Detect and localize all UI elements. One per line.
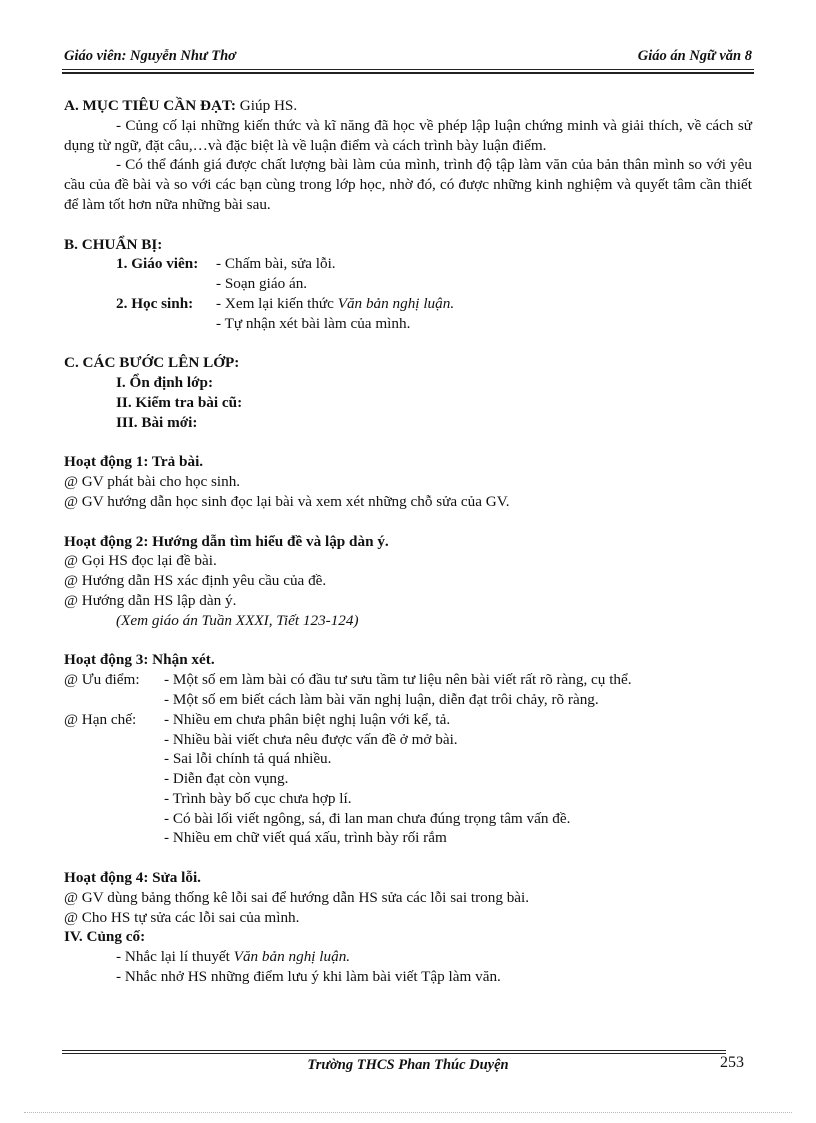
strength-item: - Một số em biết cách làm bài văn nghị luận, diễn đạt trôi chảy, rõ ràng. xyxy=(164,690,599,708)
weaknesses-label: @ Hạn chế: xyxy=(64,710,137,728)
activity-2-title: Hoạt động 2: Hướng dẫn tìm hiểu đề và lập dàn ý. xyxy=(64,532,389,550)
lesson-content xyxy=(64,96,752,987)
prep-teacher-item: - Chấm bài, sửa lỗi. xyxy=(216,255,336,273)
section-b-title: B. CHUẨN BỊ: xyxy=(64,235,163,253)
activity-line: @ GV hướng dẫn học sinh đọc lại bài và xem xét những chỗ sửa của GV. xyxy=(64,492,510,510)
strengths-label: @ Ưu điểm: xyxy=(64,671,140,689)
objective-1: - Củng cố lại những kiến thức và kĩ năng đã học về phép lập luận chứng minh và giải thích, về cách sử dụng từ ngữ, đặt câu,…và đặc biệt là về luận điểm và cách trình bày luận điểm. xyxy=(64,116,752,154)
consolidation-title: IV. Củng cố: xyxy=(64,928,146,946)
section-a-title: A. MỤC TIÊU CẦN ĐẠT: xyxy=(64,97,236,114)
prep-student xyxy=(64,294,752,314)
activity-line: @ Gọi HS đọc lại đề bài. xyxy=(64,552,217,570)
section-a-tail: Giúp HS. xyxy=(236,97,298,114)
page-header xyxy=(64,48,752,65)
weakness-item: - Sai lỗi chính tả quá nhiều. xyxy=(164,750,332,768)
activity-4-title: Hoạt động 4: Sửa lỗi. xyxy=(64,869,201,887)
activity-line: @ Hướng dẫn HS xác định yêu cầu của đề. xyxy=(64,572,327,590)
prep-teacher-item: - Soạn giáo án. xyxy=(216,275,308,293)
activity-line: @ Hướng dẫn HS lập dàn ý. xyxy=(64,591,237,609)
strengths xyxy=(64,670,752,690)
section-a-heading xyxy=(64,96,752,116)
subject-title: Giáo án Ngữ văn 8 xyxy=(637,48,752,64)
footer-rule xyxy=(62,1053,726,1054)
weakness-item: - Nhiều bài viết chưa nêu được vấn đề ở mở bài. xyxy=(164,730,458,748)
step-item: I. Ổn định lớp: xyxy=(116,374,214,392)
prep-student-item: - Xem lại kiến thức Văn bản nghị luận. xyxy=(216,294,455,312)
section-c-title: C. CÁC BƯỚC LÊN LỚP: xyxy=(64,354,240,372)
activity-line: @ GV phát bài cho học sinh. xyxy=(64,473,241,491)
header-rule-thick xyxy=(62,72,754,74)
weakness-item: - Nhiều em chữ viết quá xấu, trình bày rối rắm xyxy=(164,829,447,847)
header-rule xyxy=(62,69,754,70)
activity-line: @ Cho HS tự sửa các lỗi sai của mình. xyxy=(64,908,300,926)
step-item: II. Kiểm tra bài cũ: xyxy=(116,393,243,411)
consolidation-item: - Nhắc lại lí thuyết Văn bản nghị luận. xyxy=(116,948,351,966)
school-name: Trường THCS Phan Thúc Duyện xyxy=(307,1057,509,1073)
strength-item: - Một số em làm bài có đầu tư sưu tầm tư liệu nên bài viết rất rõ ràng, cụ thể. xyxy=(164,671,632,689)
weakness-item: - Nhiều em chưa phân biệt nghị luận với kể, tả. xyxy=(164,710,451,728)
activity-line: @ GV dùng bảng thống kê lỗi sai để hướng dẫn HS sửa các lỗi sai trong bài. xyxy=(64,888,530,906)
objective-2: - Có thể đánh giá được chất lượng bài làm của mình, trình độ tập làm văn của bản thân mình so với yêu cầu của đề bài và so với các bạn cùng trong lớp học, nhờ đó, có được những kinh nghiệm và quyết tâm cần thiết để làm tốt hơn nữa những bài sau. xyxy=(64,156,752,213)
activity-3-title: Hoạt động 3: Nhận xét. xyxy=(64,651,215,669)
page-number: 253 xyxy=(720,1054,744,1071)
teacher-name: Giáo viên: Nguyễn Như Thơ xyxy=(64,48,236,64)
prep-teacher xyxy=(64,254,752,274)
footer-rule xyxy=(62,1050,726,1051)
reference-note: (Xem giáo án Tuần XXXI, Tiết 123-124) xyxy=(116,611,359,629)
page-edge xyxy=(24,1112,792,1113)
weakness-item: - Diễn đạt còn vụng. xyxy=(164,770,289,788)
prep-student-label: 2. Học sinh: xyxy=(116,294,194,312)
weakness-item: - Có bài lối viết ngông, sá, đi lan man chưa đúng trọng tâm vấn đề. xyxy=(164,809,571,827)
weakness-item: - Trình bày bố cục chưa hợp lí. xyxy=(164,789,352,807)
step-item: III. Bài mới: xyxy=(116,413,198,431)
prep-student-item: - Tự nhận xét bài làm của mình. xyxy=(216,314,411,332)
activity-1-title: Hoạt động 1: Trả bài. xyxy=(64,453,204,471)
weaknesses xyxy=(64,710,752,730)
prep-teacher-label: 1. Giáo viên: xyxy=(116,255,199,273)
consolidation-item: - Nhắc nhở HS những điểm lưu ý khi làm bài viết Tập làm văn. xyxy=(116,968,501,986)
